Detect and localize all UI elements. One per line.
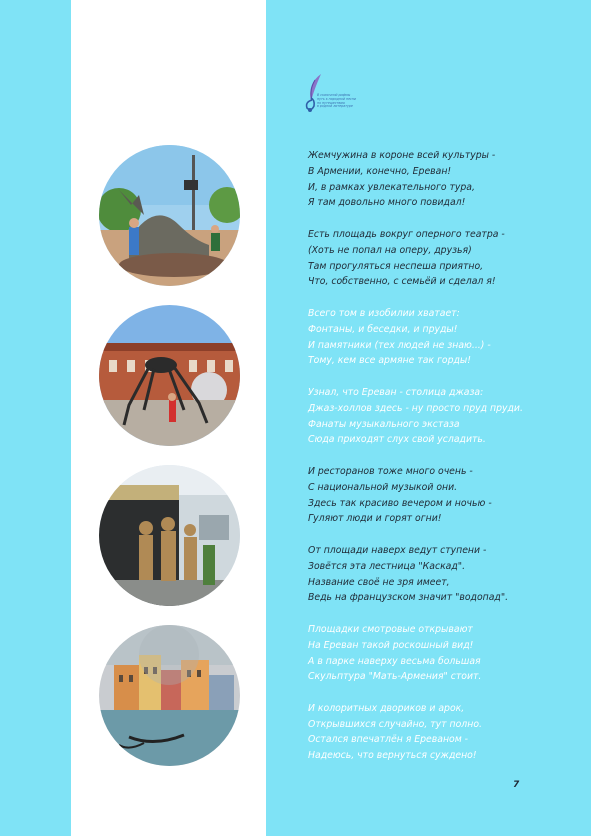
poem-line: Всего том в изобилии хватает: <box>308 307 460 319</box>
photo-jazz-musicians-statues <box>99 465 240 606</box>
poem-line: Жемчужина в короне всей культуры - <box>308 150 496 161</box>
poem-line: И ресторанов тоже много очень - <box>308 465 473 477</box>
poem-line: Сюда приходят слух свой усладить. <box>308 434 486 446</box>
poem-line: Фонтаны, и беседки, и пруды! <box>308 323 458 335</box>
poem-line: Скульптура "Мать-Армения" стоит. <box>308 671 482 683</box>
poem-line: Что, собственно, с семьёй и сделал я! <box>308 276 496 288</box>
poem-line: Джаз-холлов здесь - ну просто пруд пруди. <box>308 402 523 414</box>
poem-line: И колоритных двориков и арок, <box>308 702 465 714</box>
poem-stanza-1 <box>308 148 573 211</box>
poem-line: И памятники (тех людей не знаю...) - <box>308 339 491 351</box>
poem-stanza-3 <box>308 306 573 369</box>
poem-line: Надеюсь, что вернуться суждено! <box>308 750 477 762</box>
poem-line: Ведь на французском значит "водопад". <box>308 592 509 604</box>
poem-line: Тому, кем все армяне так горды! <box>308 355 471 367</box>
logo-caption: В сказочной рифмы путь к народной песни по путешествию в родной литературе <box>317 93 356 109</box>
poem-text <box>308 148 573 780</box>
poem-stanza-6 <box>308 543 573 606</box>
page-number: 7 <box>513 780 520 790</box>
poem-line: Площадки смотровые открывают <box>308 623 473 635</box>
poem-line: (Хоть не попал на оперу, друзья) <box>308 244 472 256</box>
photo-painted-mural-canal <box>99 625 240 766</box>
poem-line: Узнал, что Ереван - столица джаза: <box>308 386 484 398</box>
poem-stanza-7 <box>308 622 573 685</box>
poem-stanza-5 <box>308 464 573 527</box>
publisher-logo <box>303 72 365 114</box>
poem-line: От площади наверх ведут ступени - <box>308 544 487 556</box>
poem-line: Гуляют люди и горят огни! <box>308 513 442 525</box>
poem-stanza-2 <box>308 227 573 290</box>
poem-stanza-4 <box>308 385 573 448</box>
poem-line: А в парке наверху весьма большая <box>308 655 481 667</box>
poem-line: Я там довольно много повидал! <box>308 197 466 209</box>
poem-line: Здесь так красиво вечером и ночью - <box>308 497 492 509</box>
poem-line: Название своё не зря имеет, <box>308 576 450 588</box>
poem-line: С национальной музыкой они. <box>308 481 458 493</box>
poem-line: На Ереван такой роскошный вид! <box>308 639 474 651</box>
photo-opera-square-sculpture <box>99 145 240 286</box>
poem-line: Зовётся эта лестница "Каскад". <box>308 560 466 572</box>
photo-spider-sculpture-fountain <box>99 305 240 446</box>
poem-line: И, в рамках увлекательного тура, <box>308 181 475 193</box>
poem-line: Есть площадь вокруг оперного театра - <box>308 228 505 240</box>
poem-line: В Армении, конечно, Ереван! <box>308 165 452 177</box>
poem-line: Открывшихся случайно, тут полно. <box>308 718 482 730</box>
poem-stanza-8 <box>308 701 573 764</box>
poem-line: Остался впечатлён я Ереваном - <box>308 734 469 746</box>
poem-line: Фанаты музыкального экстаза <box>308 418 460 430</box>
poem-line: Там прогуляться неспеша приятно, <box>308 260 484 272</box>
